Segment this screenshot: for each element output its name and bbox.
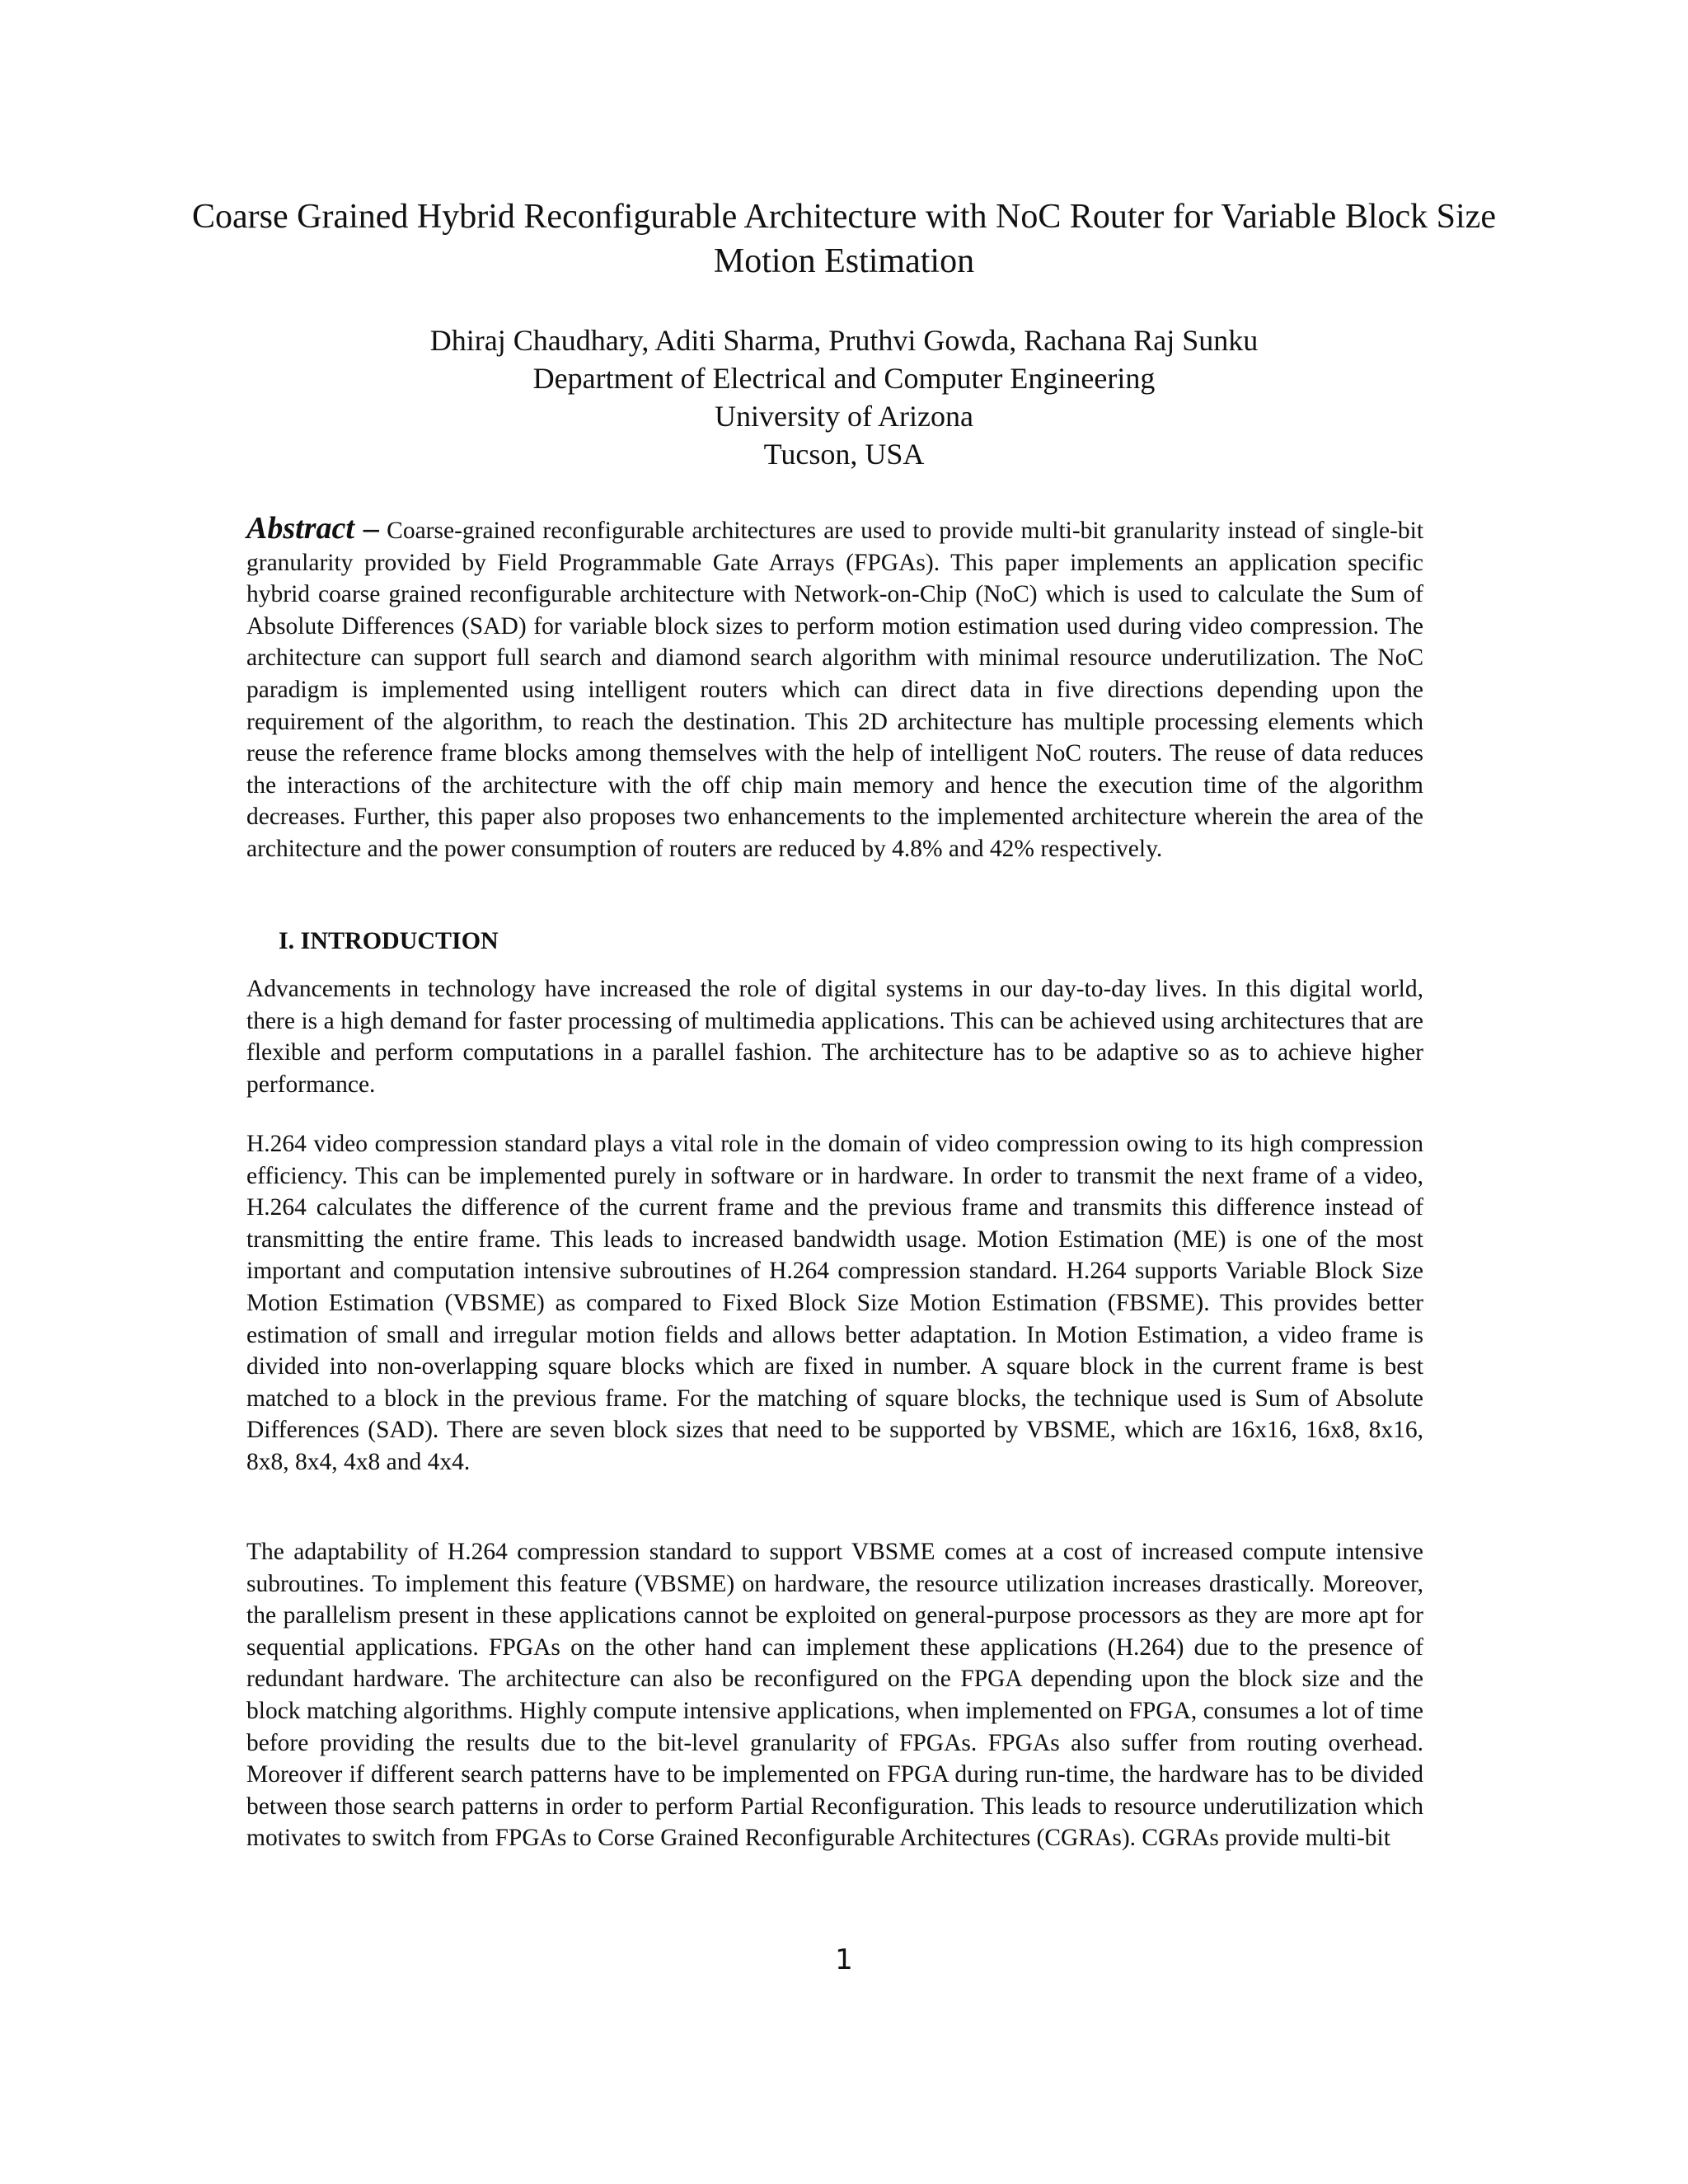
author-university: University of Arizona: [715, 400, 973, 433]
author-block: [165, 321, 1523, 473]
abstract-label: Abstract –: [246, 511, 380, 546]
section-heading-introduction: I. INTRODUCTION: [279, 927, 499, 954]
author-location: Tucson, USA: [763, 438, 925, 471]
intro-paragraph-3: The adaptability of H.264 compression standard to support VBSME comes at a cost of increased compute intensive subroutines. To implement this feature (VBSME) on hardware, the resource utilization increases drastically. Moreover, the parallelism present in these applications cannot be exploited on general-purpose processors as they are more apt for sequential applications. FPGAs on the other hand can implement these applications (H.264) due to the presence of redundant hardware. The architecture can also be reconfigured on the FPGA depending upon the block size and the block matching algorithms. Highly compute intensive applications, when implemented on FPGA, consumes a lot of time before providing the results due to the bit-level granularity of FPGAs. FPGAs also suffer from routing overhead. Moreover if different search patterns have to be implemented on FPGA during run-time, the hardware has to be divided between those search patterns in order to perform Partial Reconfiguration. This leads to resource underutilization which motivates to switch from FPGAs to Corse Grained Reconfigurable Architectures (CGRAs). CGRAs provide multi-bit: [246, 1539, 1423, 1852]
intro-paragraph-1: Advancements in technology have increased the role of digital systems in our day-to-day lives. In this digital world, there is a high demand for faster processing of multimedia applications. This can be achieved using architectures that are flexible and perform computations in a parallel fashion. The architecture has to be adaptive so as to achieve higher performance.: [246, 976, 1423, 1098]
intro-paragraph-2: H.264 video compression standard plays a vital role in the domain of video compression owing to its high compression efficiency. This can be implemented purely in software or in hardware. In order to transmit the next frame of a video, H.264 calculates the difference of the current frame and the previous frame and transmits this difference instead of transmitting the entire frame. This leads to increased bandwidth usage. Motion Estimation (ME) is one of the most important and computation intensive subroutines of H.264 compression standard. H.264 supports Variable Block Size Motion Estimation (VBSME) as compared to Fixed Block Size Motion Estimation (FBSME). This provides better estimation of small and irregular motion fields and allows better adaptation. In Motion Estimation, a video frame is divided into non-overlapping square blocks which are fixed in number. A square block in the current frame is best matched to a block in the previous frame. For the matching of square blocks, the technique used is Sum of Absolute Differences (SAD). There are seven block sizes that need to be supported by VBSME, which are 16x16, 16x8, 8x16, 8x8, 8x4, 4x8 and 4x4.: [246, 1131, 1423, 1475]
paper-title: Coarse Grained Hybrid Reconfigurable Architecture with NoC Router for Variable Block Size Motion Estimation: [192, 198, 1496, 280]
page-number: 1: [835, 1943, 853, 1976]
abstract: [246, 513, 1423, 865]
author-department: Department of Electrical and Computer Engineering: [532, 362, 1156, 395]
author-names: Dhiraj Chaudhary, Aditi Sharma, Pruthvi Gowda, Rachana Raj Sunku: [429, 324, 1259, 357]
abstract-text: Coarse-grained reconfigurable architectures are used to provide multi-bit granularity instead of single-bit granularity provided by Field Programmable Gate Arrays (FPGAs). This paper implements an application specific hybrid coarse grained reconfigurable architecture with Network-on-Chip (NoC) which is used to calculate the Sum of Absolute Differences (SAD) for variable block sizes to perform motion estimation used during video compression. The architecture can support full search and diamond search algorithm with minimal resource underutilization. The NoC paradigm is implemented using intelligent routers which can direct data in five directions depending upon the requirement of the algorithm, to reach the destination. This 2D architecture has multiple processing elements which reuse the reference frame blocks among themselves with the help of intelligent NoC routers. The reuse of data reduces the interactions of the architecture with the off chip main memory and hence the execution time of the algorithm decreases. Further, this paper also proposes two enhancements to the implemented architecture wherein the area of the architecture and the power consumption of routers are reduced by 4.8% and 42% respectively.: [246, 518, 1424, 862]
